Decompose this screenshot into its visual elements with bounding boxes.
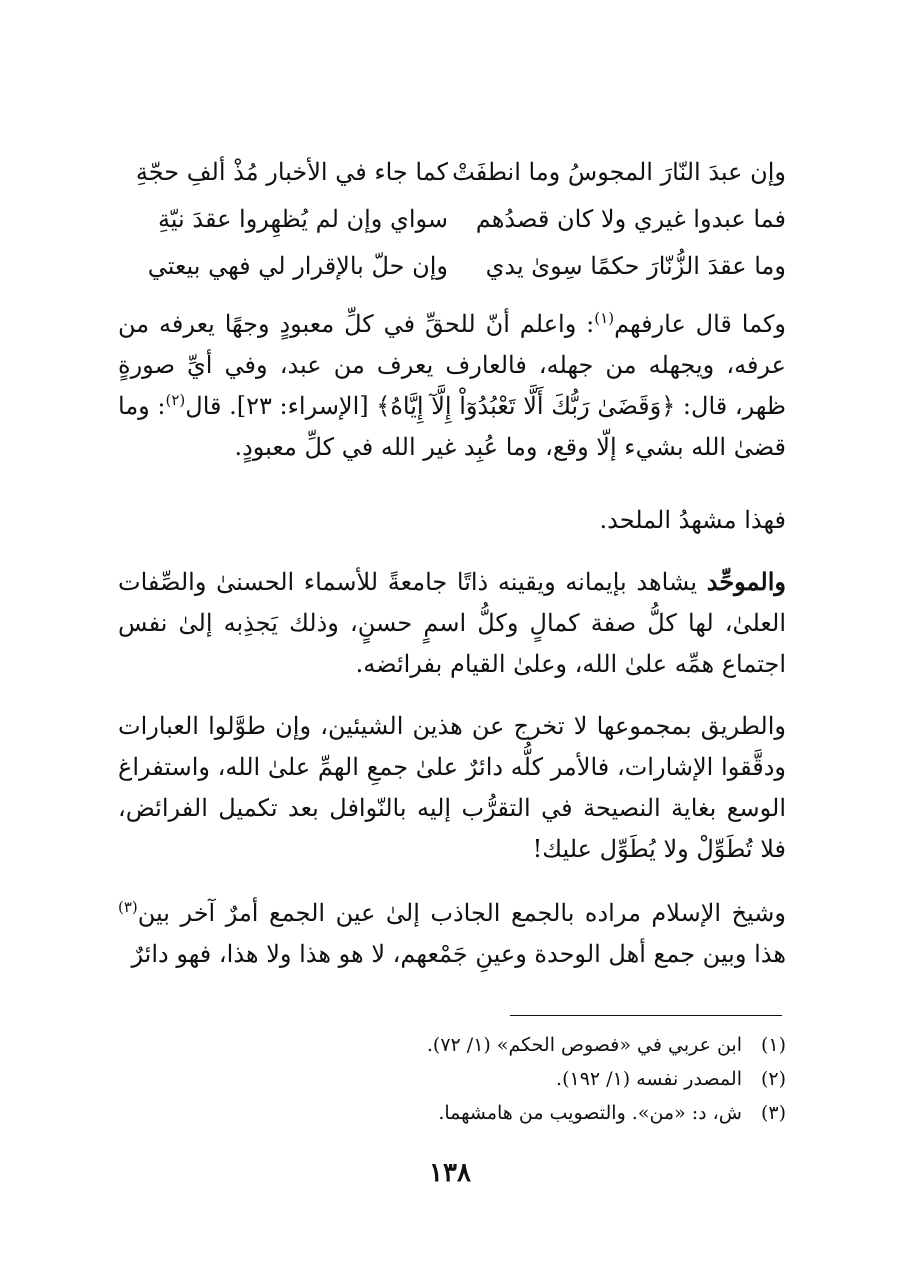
footnote-number: (٣)	[760, 1102, 786, 1124]
paragraph-text: : واعلم أنّ للحقِّ في كلِّ معبودٍ وجهًا يعرفه من عرفه، ويجهله من جهله، فالعارف يعرف من عبد، وفي أيِّ صورةٍ ظهر، قال:	[118, 310, 787, 420]
footnote-item	[118, 1028, 786, 1062]
paragraph-mulhid: فهذا مشهدُ الملحد.	[599, 506, 786, 534]
verse-first-hemistich: وما عقدَ الزُّنّارَ حكمًا سِوىٰ يدي	[485, 251, 786, 280]
verse-line	[118, 242, 786, 289]
paragraph-text: [الإسراء: ٢٣]. قال	[185, 392, 377, 420]
verse-second-hemistich: سواي وإن لم يُظهِروا عقدَ نيّةِ	[157, 204, 448, 233]
footnotes	[118, 1028, 786, 1130]
verse-second-hemistich: كما جاء في الأخبار مُذْ ألفِ حجّةِ	[135, 157, 448, 186]
paragraph-muwahhid	[118, 561, 786, 685]
verse-first-hemistich: وإن عبدَ النّارَ المجوسُ وما انطفَتْ	[452, 157, 786, 186]
paragraph-shaykh-al-islam	[118, 893, 786, 975]
poem-block	[118, 148, 786, 289]
footnote-text: ابن عربي في «فصوص الحكم» (١/ ٧٢).	[426, 1034, 742, 1056]
footnote-item	[118, 1062, 786, 1096]
paragraph-arif-quote	[118, 304, 786, 468]
paragraph-text: هذا وبين جمع أهل الوحدة وعينِ جَمْعهم، لا هو هذا ولا هذا، فهو دائرٌ	[131, 940, 786, 968]
footnote-divider	[510, 1015, 782, 1016]
footnote-number: (٢)	[760, 1068, 786, 1090]
verse-first-hemistich: فما عبدوا غيري ولا كان قصدُهم	[475, 204, 786, 233]
verse-line	[118, 148, 786, 195]
footnote-number: (١)	[760, 1034, 786, 1056]
footnote-ref-2[interactable]: (٢)	[165, 391, 186, 409]
paragraph-text: : وما قضىٰ الله بشيء إلّا وقع، وما عُبِد غير الله في كلِّ معبودٍ.	[118, 392, 786, 461]
quran-verse: ﴿وَقَضَىٰ رَبُّكَ أَلَّا تَعْبُدُوٓاْ إِلَّآ إِيَّاهُ﴾	[376, 392, 676, 420]
footnote-item	[118, 1096, 786, 1130]
footnote-text: ش، د: «من». والتصويب من هامشهما.	[438, 1102, 742, 1124]
paragraph-text: يشاهد بإيمانه ويقينه ذاتًا جامعةً للأسماء الحسنىٰ والصِّفات العلىٰ، لها كلُّ صفة كمالٍ وكلُّ اسمٍ حسنٍ، وذلك يَجذِبه إلىٰ نفس اجتماع همِّه علىٰ الله، وعلىٰ القيام بفرائضه.	[118, 568, 786, 678]
footnote-ref-1[interactable]: (١)	[594, 309, 615, 327]
paragraph-tariq: والطريق بمجموعها لا تخرج عن هذين الشيئين، وإن طوَّلوا العبارات ودقَّقوا الإشارات، فالأمر كلُّه دائرٌ علىٰ جمعِ الهمِّ علىٰ الله، واستفراغ الوسع بغاية النصيحة في التقرُّب إليه بالنّوافل بعد تكميل الفرائض، فلا تُطَوِّلْ ولا يُطَوِّل عليك!	[118, 712, 786, 863]
footnote-ref-3[interactable]: (٣)	[118, 898, 138, 916]
paragraph-text: وشيخ الإسلام مراده بالجمع الجاذب إلىٰ عين الجمع أمرٌ آخر بين	[137, 899, 786, 927]
paragraph-text: وكما قال عارفهم	[614, 310, 787, 338]
page-number: ١٣٨	[429, 1158, 471, 1188]
bold-lead-word: والموحِّد	[706, 567, 786, 596]
verse-second-hemistich: وإن حلّ بالإقرار لي فهي بيعتي	[147, 251, 448, 280]
verse-line	[118, 195, 786, 242]
footnote-text: المصدر نفسه (١/ ١٩٢).	[556, 1068, 742, 1090]
